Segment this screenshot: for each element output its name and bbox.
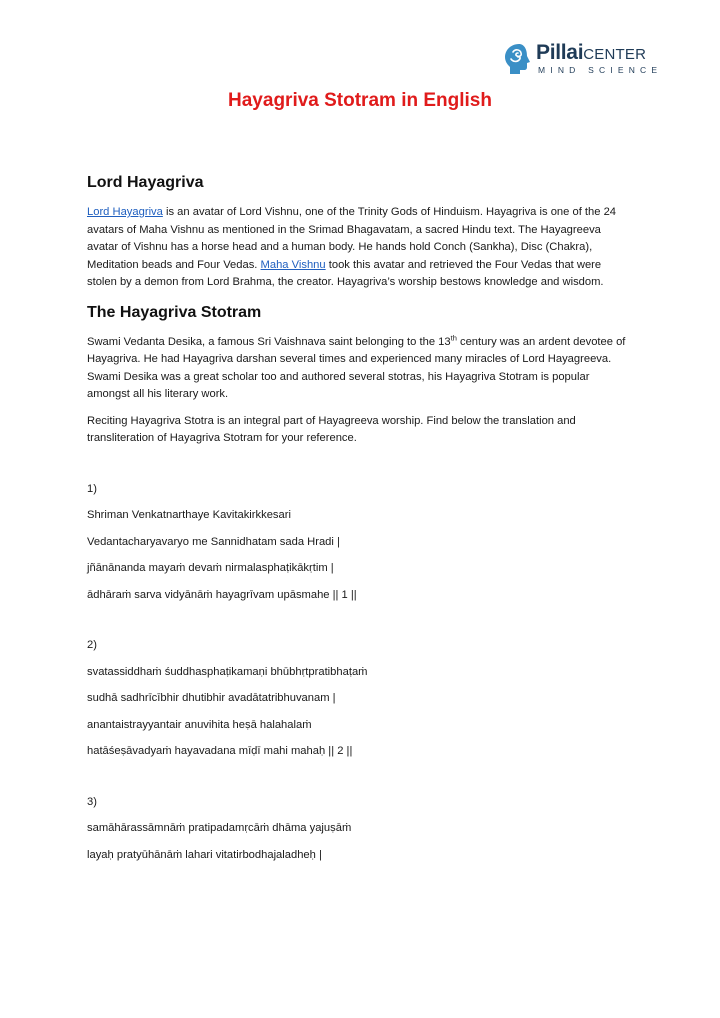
verse-block-2 bbox=[87, 637, 632, 761]
verse-block-3 bbox=[87, 794, 632, 865]
verse-number: 1) bbox=[87, 482, 97, 495]
article-body bbox=[87, 172, 632, 873]
reciting-paragraph: Reciting Hayagriva Stotra is an integral part of Hayagreeva worship. Find below the translation and transliteration of Hayagriva Stotram for your reference. bbox=[87, 414, 576, 444]
verse-line: Shriman Venkatnarthaye Kavitakirkkesari bbox=[87, 509, 291, 521]
verse-line: sudhā sadhrīcībhir dhutibhir avadātatribhuvanam | bbox=[87, 692, 336, 704]
logo-tagline: MIND SCIENCE bbox=[538, 65, 663, 75]
verse-block-1 bbox=[87, 481, 632, 605]
desika-paragraph bbox=[87, 334, 632, 404]
verse-number: 3) bbox=[87, 795, 97, 808]
intro-paragraph bbox=[87, 204, 632, 292]
verse-line: ādhāraṁ sarva vidyānāṁ hayagrīvam upāsmahe || 1 || bbox=[87, 588, 357, 601]
desika-text-part1: Swami Vedanta Desika, a famous Sri Vaishnava saint belonging to the 13 bbox=[87, 335, 451, 348]
verse-line: hatāśeṣāvadyaṁ hayavadana mīḍī mahi mahaḥ || 2 || bbox=[87, 745, 353, 757]
link-lord-hayagriva[interactable]: Lord Hayagriva bbox=[87, 206, 163, 218]
section-heading-stotram: The Hayagriva Stotram bbox=[87, 303, 262, 321]
logo-brand: Pillai bbox=[536, 41, 584, 64]
link-maha-vishnu[interactable]: Maha Vishnu bbox=[260, 258, 326, 271]
head-profile-icon bbox=[502, 42, 532, 76]
intro-text-part2: took this avatar and retrieved the Four Vedas that were stolen by a demon from Lord Brahma, the creator. Hayagriva’s worship bestows knowledge and wisdom. bbox=[87, 258, 604, 288]
verse-line: samāhārassāmnāṁ pratipadamṛcāṁ dhāma yajuṣāṁ bbox=[87, 822, 352, 834]
logo-wordmark bbox=[536, 42, 646, 66]
intro-text-part1: is an avatar of Lord Vishnu, one of the Trinity Gods of Hinduism. Hayagriva is one of the 24 avatars of Maha Vishnu as mentioned in the Srimad Bhagavatam, a sacred Hindu text. The Hayagreeva avatar of Vishnu has a horse head and a human body. He hands hold Conch (Sankha), Disc (Chakra), Meditation beads and Four Vedas. bbox=[87, 206, 617, 271]
section-heading-lord-hayagriva: Lord Hayagriva bbox=[87, 174, 204, 191]
desika-text-part2: century was an ardent devotee of Hayagriva. He had Hayagriva darshan several times and experienced many miracles of Lord Hayagreeva. Swami Desika was a great scholar too and authored several stotras, his Hayagriva Stotram is popular amongst all his literary work. bbox=[87, 335, 626, 400]
ordinal-suffix: th bbox=[450, 332, 457, 342]
verse-line: anantaistrayyantair anuvihita heṣā halahalaṁ bbox=[87, 718, 312, 731]
pillai-center-logo[interactable] bbox=[502, 40, 663, 80]
verse-number: 2) bbox=[87, 639, 97, 651]
verse-line: Vedantacharyavaryo me Sannidhatam sada Hradi | bbox=[87, 535, 340, 548]
verse-line: jñānānanda mayaṁ devaṁ nirmalasphaṭikākṛtim | bbox=[87, 562, 334, 574]
page-title: Hayagriva Stotram in English bbox=[228, 90, 492, 111]
verse-line: layaḥ pratyūhānāṁ lahari vitatirbodhajaladheḥ | bbox=[87, 848, 322, 861]
logo-brand-suffix: CENTER bbox=[583, 46, 647, 63]
verse-line: svatassiddhaṁ śuddhasphaṭikamaṇi bhūbhṛtpratibhaṭaṁ bbox=[87, 665, 368, 678]
